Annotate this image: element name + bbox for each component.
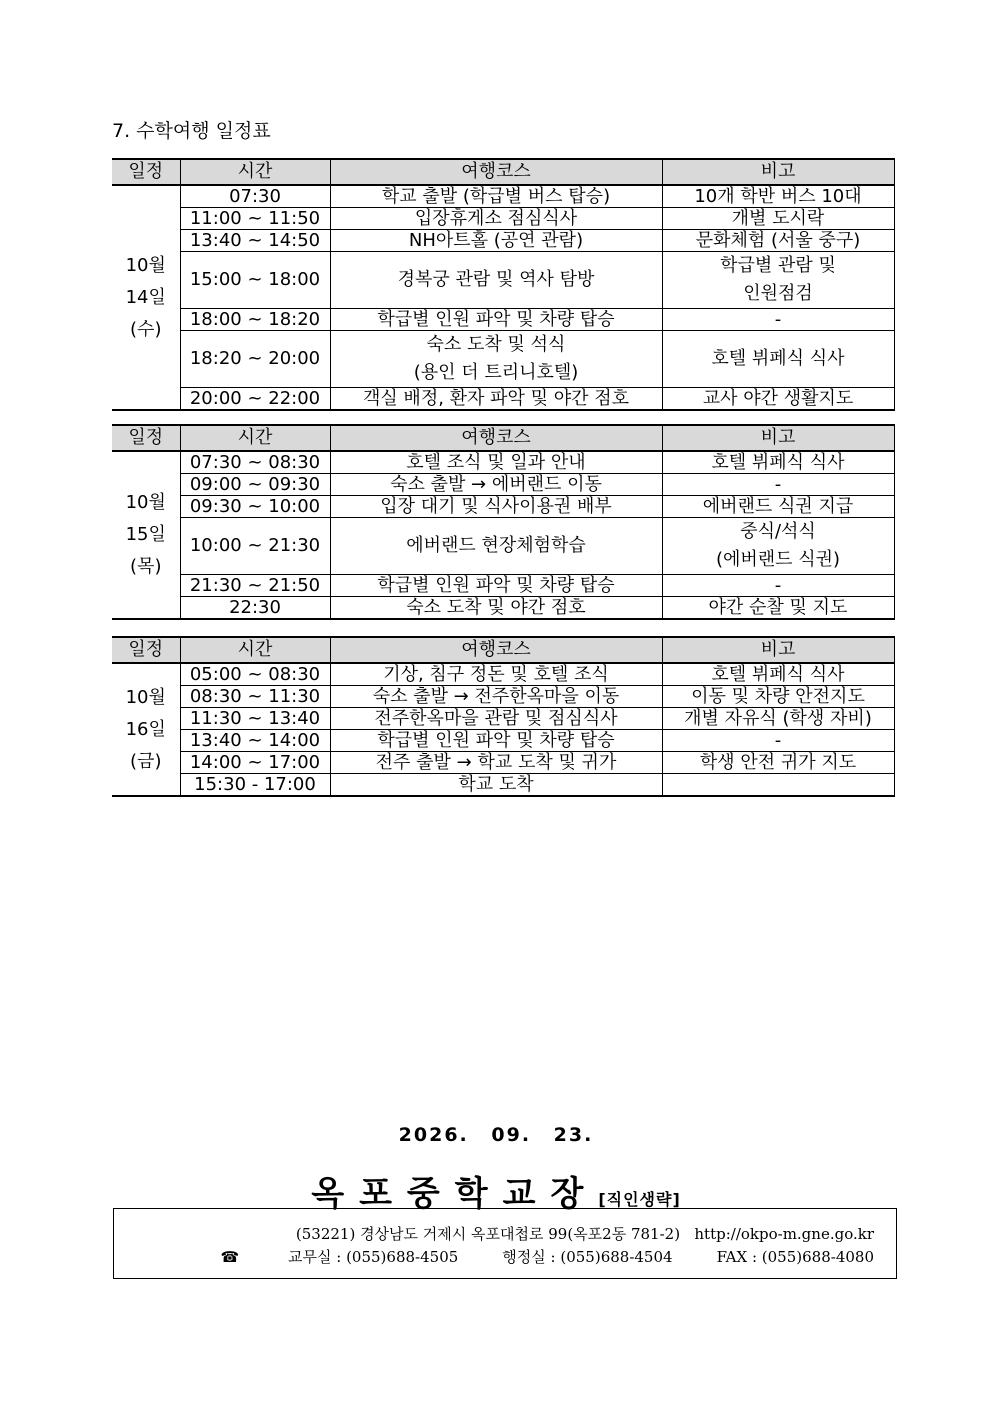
course-cell: 학급별 인원 파악 및 차량 탑승 <box>330 575 662 597</box>
note-cell: 호텔 뷔페식 식사 <box>662 451 894 474</box>
course-cell: 에버랜드 현장체험학습 <box>330 518 662 575</box>
day-cell: 10월 14일 (수) <box>112 185 180 410</box>
note-cell: - <box>662 474 894 496</box>
course-cell: NH아트홀 (공연 관람) <box>330 230 662 252</box>
time-cell: 13:40 ~ 14:00 <box>180 730 330 752</box>
course-cell: 학교 출발 (학급별 버스 탑승) <box>330 185 662 208</box>
note-cell: 학생 안전 귀가 지도 <box>662 752 894 774</box>
course-cell: 입장 대기 및 식사이용권 배부 <box>330 496 662 518</box>
course-cell: 숙소 출발 → 에버랜드 이동 <box>330 474 662 496</box>
time-cell: 18:20 ~ 20:00 <box>180 331 330 388</box>
note-cell: 개별 도시락 <box>662 208 894 230</box>
principal-title: 옥포중학교장 <box>311 1174 599 1214</box>
col-header-note: 비고 <box>662 425 894 451</box>
note-cell: 이동 및 차량 안전지도 <box>662 686 894 708</box>
note-cell: 교사 야간 생활지도 <box>662 388 894 411</box>
course-cell: 학급별 인원 파악 및 차량 탑승 <box>330 730 662 752</box>
time-cell: 11:30 ~ 13:40 <box>180 708 330 730</box>
footer-address-line <box>296 1223 874 1244</box>
col-header-day: 일정 <box>112 159 180 185</box>
page-title: 7. 수학여행 일정표 <box>112 120 271 142</box>
day-cell: 10월 16일 (금) <box>112 663 180 796</box>
col-header-course: 여행코스 <box>330 425 662 451</box>
note-cell <box>662 774 894 797</box>
col-header-time: 시간 <box>180 425 330 451</box>
note-cell: - <box>662 730 894 752</box>
note-cell: 학급별 관람 및 인원점검 <box>662 252 894 309</box>
admin-phone: 행정실 : (055)688-4504 <box>502 1248 673 1266</box>
course-cell: 학급별 인원 파악 및 차량 탑승 <box>330 309 662 331</box>
time-cell: 15:30 - 17:00 <box>180 774 330 797</box>
time-cell: 09:00 ~ 09:30 <box>180 474 330 496</box>
note-cell: 중식/석식 (에버랜드 식권) <box>662 518 894 575</box>
time-cell: 18:00 ~ 18:20 <box>180 309 330 331</box>
note-cell: - <box>662 309 894 331</box>
time-cell: 14:00 ~ 17:00 <box>180 752 330 774</box>
course-cell: 전주 출발 → 학교 도착 및 귀가 <box>330 752 662 774</box>
day-cell: 10월 15일 (목) <box>112 451 180 619</box>
col-header-day: 일정 <box>112 425 180 451</box>
course-cell: 전주한옥마을 관람 및 점심식사 <box>330 708 662 730</box>
course-cell: 경복궁 관람 및 역사 탐방 <box>330 252 662 309</box>
time-cell: 20:00 ~ 22:00 <box>180 388 330 411</box>
time-cell: 11:00 ~ 11:50 <box>180 208 330 230</box>
note-cell: 호텔 뷔페식 식사 <box>662 663 894 686</box>
note-cell: 문화체험 (서울 중구) <box>662 230 894 252</box>
col-header-time: 시간 <box>180 637 330 663</box>
course-cell: 숙소 도착 및 야간 점호 <box>330 597 662 620</box>
time-cell: 05:00 ~ 08:30 <box>180 663 330 686</box>
col-header-time: 시간 <box>180 159 330 185</box>
time-cell: 10:00 ~ 21:30 <box>180 518 330 575</box>
note-cell: 개별 자유식 (학생 자비) <box>662 708 894 730</box>
course-cell: 숙소 도착 및 석식 (용인 더 트리니호텔) <box>330 331 662 388</box>
time-cell: 13:40 ~ 14:50 <box>180 230 330 252</box>
col-header-note: 비고 <box>662 637 894 663</box>
office-phone: 교무실 : (055)688-4505 <box>288 1248 459 1266</box>
col-header-note: 비고 <box>662 159 894 185</box>
note-cell: 10개 학반 버스 10대 <box>662 185 894 208</box>
time-cell: 15:00 ~ 18:00 <box>180 252 330 309</box>
schedule-table-day1 <box>112 158 895 411</box>
col-header-day: 일정 <box>112 637 180 663</box>
course-cell: 호텔 조식 및 일과 안내 <box>330 451 662 474</box>
time-cell: 07:30 ~ 08:30 <box>180 451 330 474</box>
time-cell: 09:30 ~ 10:00 <box>180 496 330 518</box>
col-header-course: 여행코스 <box>330 159 662 185</box>
time-cell: 07:30 <box>180 185 330 208</box>
phone-icon: ☎ <box>220 1248 240 1266</box>
issue-date: 2026. 09. 23. <box>398 1124 594 1146</box>
note-cell: - <box>662 575 894 597</box>
schedule-table-day2 <box>112 424 895 620</box>
time-cell: 21:30 ~ 21:50 <box>180 575 330 597</box>
col-header-course: 여행코스 <box>330 637 662 663</box>
school-url: http://okpo-m.gne.go.kr <box>694 1225 874 1243</box>
note-cell: 호텔 뷔페식 식사 <box>662 331 894 388</box>
fax-number: FAX : (055)688-4080 <box>716 1248 874 1266</box>
seal-note: [직인생략] <box>598 1190 681 1209</box>
contact-footer <box>113 1208 897 1279</box>
time-cell: 08:30 ~ 11:30 <box>180 686 330 708</box>
course-cell: 입장휴게소 점심식사 <box>330 208 662 230</box>
footer-phone-line <box>221 1246 874 1267</box>
time-cell: 22:30 <box>180 597 330 620</box>
school-address: (53221) 경상남도 거제시 옥포대첩로 99(옥포2동 781-2) <box>295 1225 681 1243</box>
note-cell: 야간 순찰 및 지도 <box>662 597 894 620</box>
course-cell: 숙소 출발 → 전주한옥마을 이동 <box>330 686 662 708</box>
course-cell: 객실 배정, 환자 파악 및 야간 점호 <box>330 388 662 411</box>
course-cell: 학교 도착 <box>330 774 662 797</box>
note-cell: 에버랜드 식권 지급 <box>662 496 894 518</box>
course-cell: 기상, 침구 정돈 및 호텔 조식 <box>330 663 662 686</box>
schedule-table-day3 <box>112 636 895 797</box>
